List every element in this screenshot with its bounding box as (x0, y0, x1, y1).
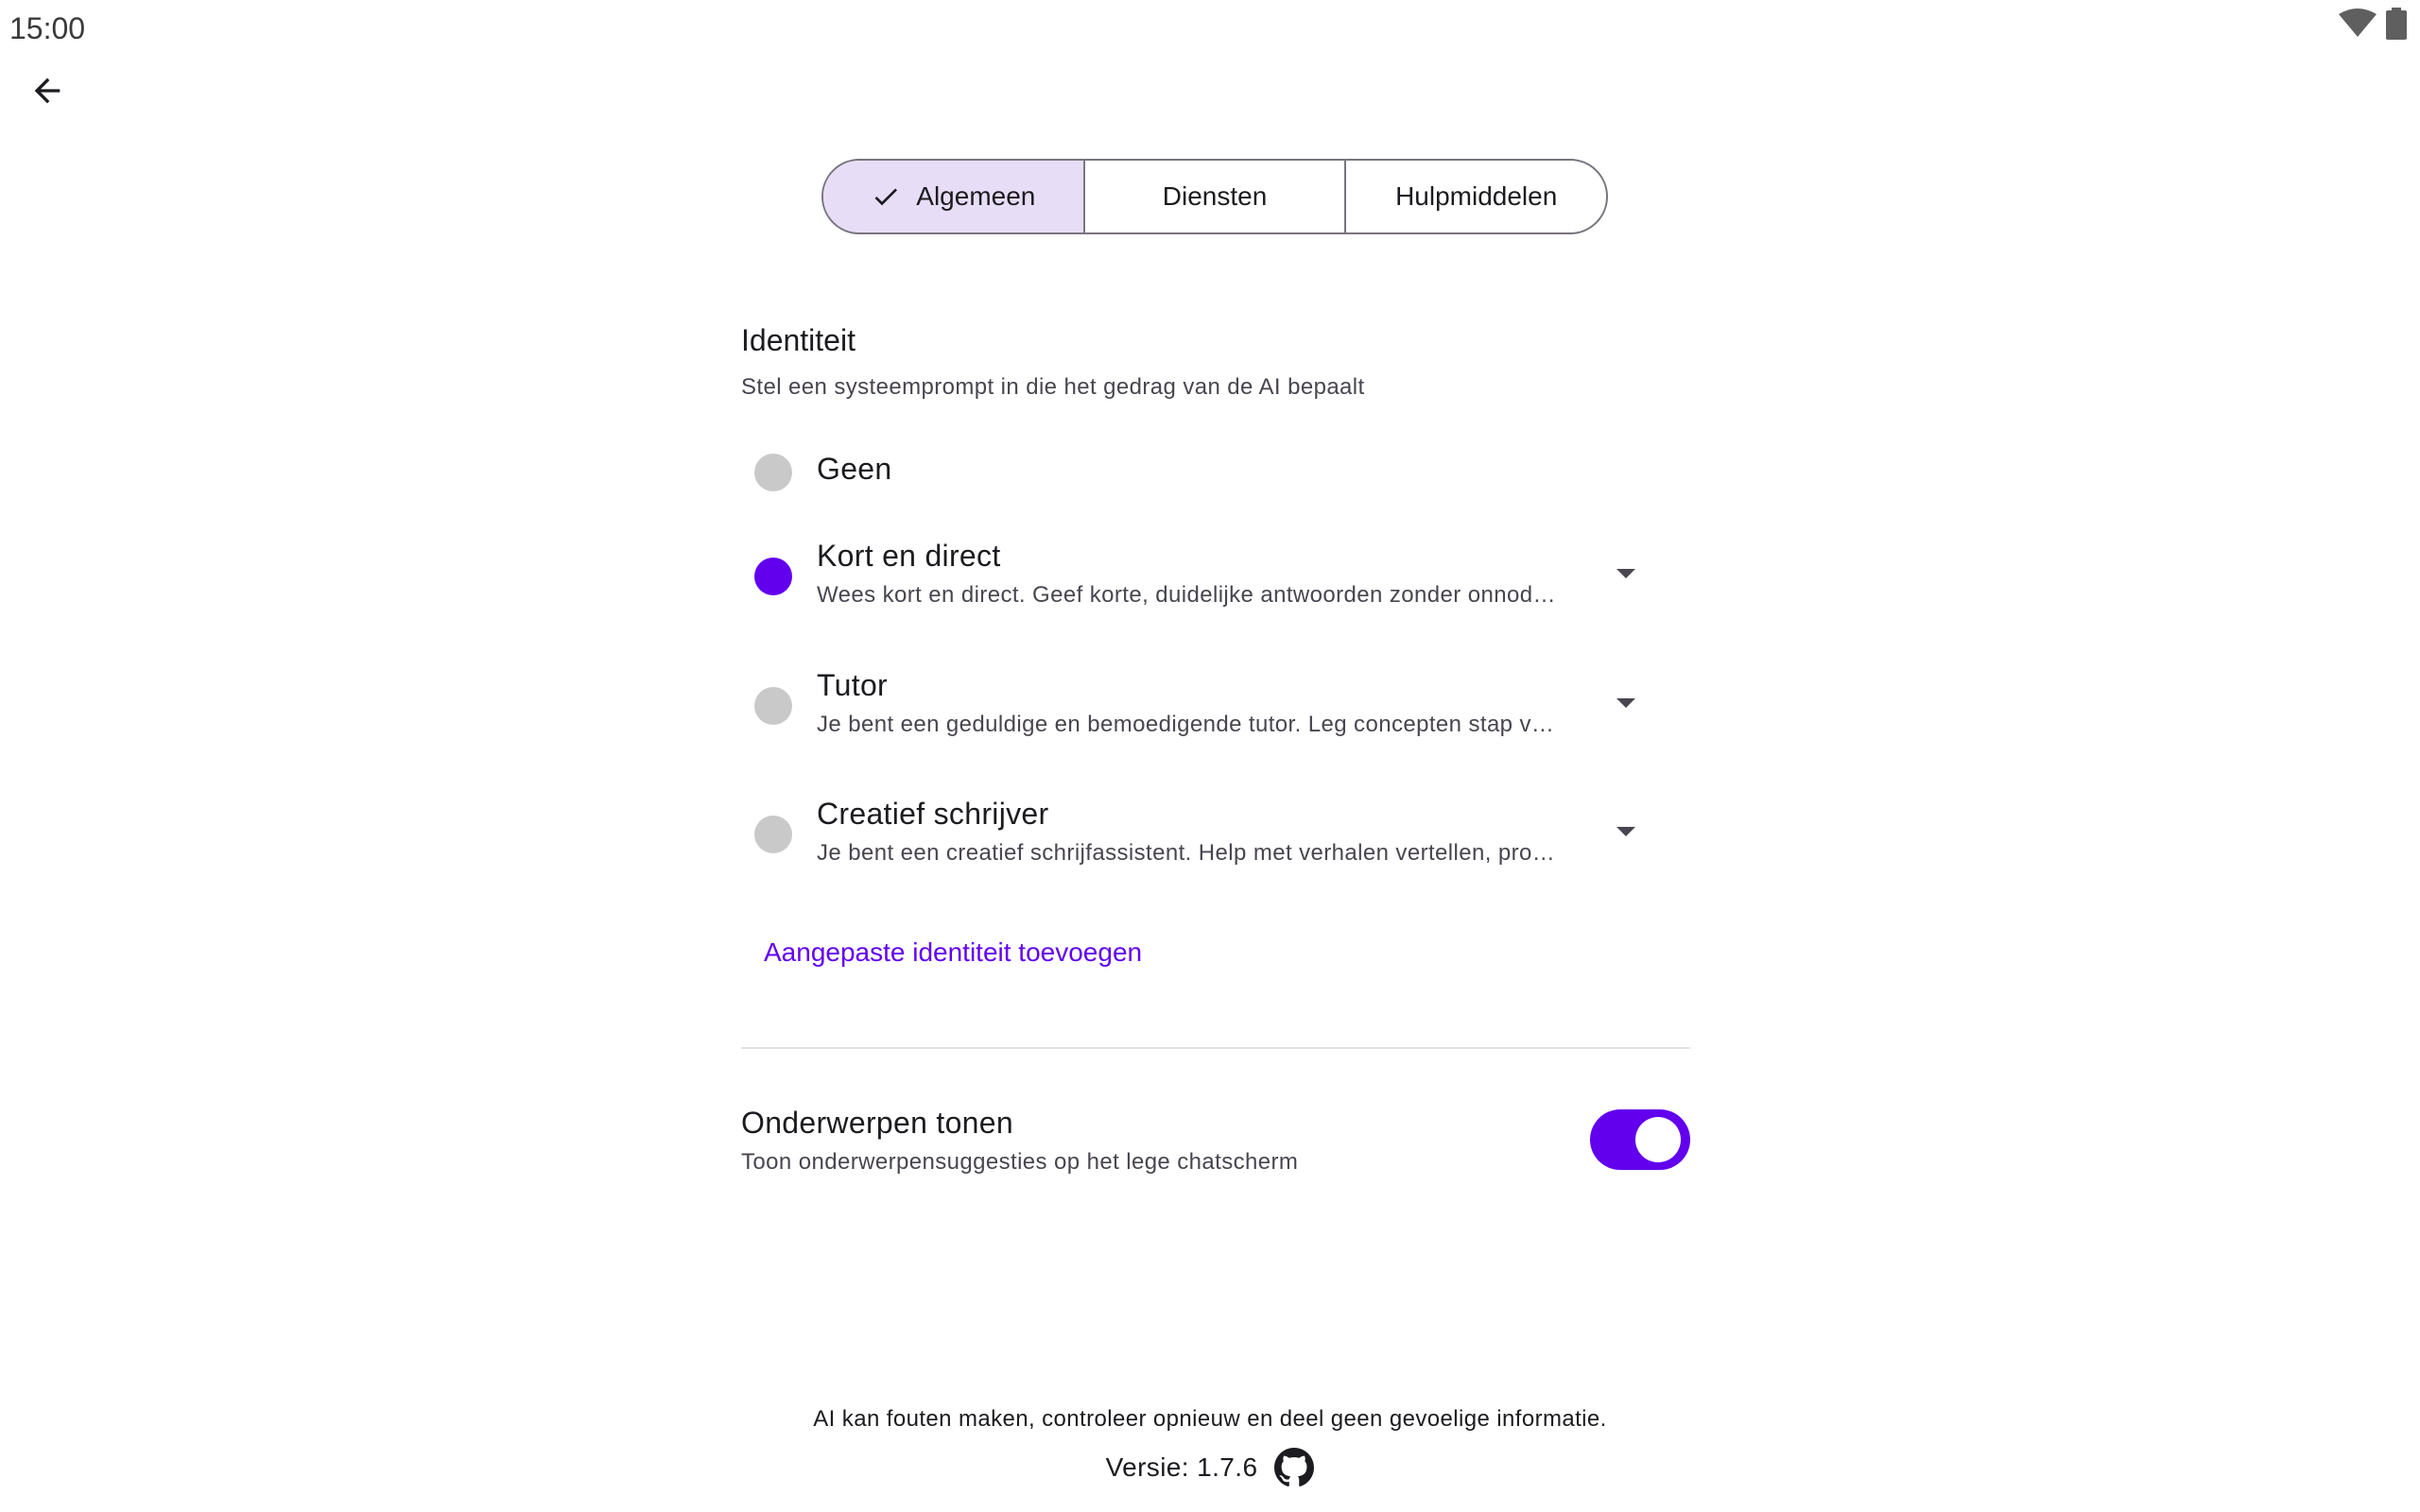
radio-button[interactable] (754, 558, 792, 595)
topics-toggle-switch[interactable] (1590, 1109, 1690, 1170)
topics-toggle-title: Onderwerpen tonen (741, 1106, 1013, 1140)
section-title: Identiteit (741, 323, 856, 357)
settings-tabs (821, 159, 1608, 234)
status-icons (2339, 8, 2407, 44)
tab-label: Diensten (1162, 181, 1268, 211)
wifi-icon (2339, 9, 2377, 43)
tab-label: Algemeen (916, 181, 1036, 211)
add-custom-identity-button[interactable]: Aangepaste identiteit toevoegen (764, 937, 1143, 967)
option-title: Geen (817, 452, 892, 486)
identity-option-geen[interactable] (741, 446, 1649, 499)
chevron-down-icon[interactable] (1616, 827, 1635, 836)
tab-hulpmiddelen[interactable] (1346, 161, 1606, 232)
option-title: Tutor (817, 668, 888, 702)
radio-button[interactable] (754, 816, 792, 853)
topics-toggle-subtitle: Toon onderwerpensuggesties op het lege chatscherm (741, 1149, 1299, 1175)
option-description: Je bent een geduldige en bemoedigende tutor. Leg concepten stap v… (817, 712, 1555, 737)
chevron-down-icon[interactable] (1616, 569, 1635, 578)
check-icon (871, 181, 901, 212)
identity-option-creatief-schrijver[interactable] (741, 797, 1649, 872)
option-description: Wees kort en direct. Geef korte, duidelijke antwoorden zonder onnod… (817, 582, 1556, 608)
radio-button[interactable] (754, 454, 792, 491)
radio-button[interactable] (754, 687, 792, 725)
tab-label: Hulpmiddelen (1395, 181, 1558, 211)
version-text: Versie: 1.7.6 (1105, 1452, 1258, 1482)
version-row (0, 1448, 2420, 1487)
github-icon[interactable] (1274, 1448, 1314, 1487)
switch-thumb (1635, 1117, 1681, 1162)
option-description: Je bent een creatief schrijfassistent. Help met verhalen vertellen, pro… (817, 840, 1556, 866)
divider (741, 1047, 1690, 1049)
chevron-down-icon[interactable] (1616, 698, 1635, 708)
option-title: Creatief schrijver (817, 797, 1049, 831)
option-title: Kort en direct (817, 539, 1001, 573)
identity-option-tutor[interactable] (741, 668, 1649, 744)
tab-algemeen[interactable] (823, 161, 1085, 232)
arrow-back-icon (28, 72, 66, 114)
status-time: 15:00 (9, 11, 86, 45)
back-button[interactable] (21, 66, 74, 119)
battery-icon (2386, 8, 2407, 44)
tab-diensten[interactable] (1085, 161, 1347, 232)
section-subtitle: Stel een systeemprompt in die het gedrag van de AI bepaalt (741, 374, 1365, 400)
identity-option-kort-en-direct[interactable] (741, 539, 1649, 614)
disclaimer-text: AI kan fouten maken, controleer opnieuw en deel geen gevoelige informatie. (813, 1406, 1607, 1432)
